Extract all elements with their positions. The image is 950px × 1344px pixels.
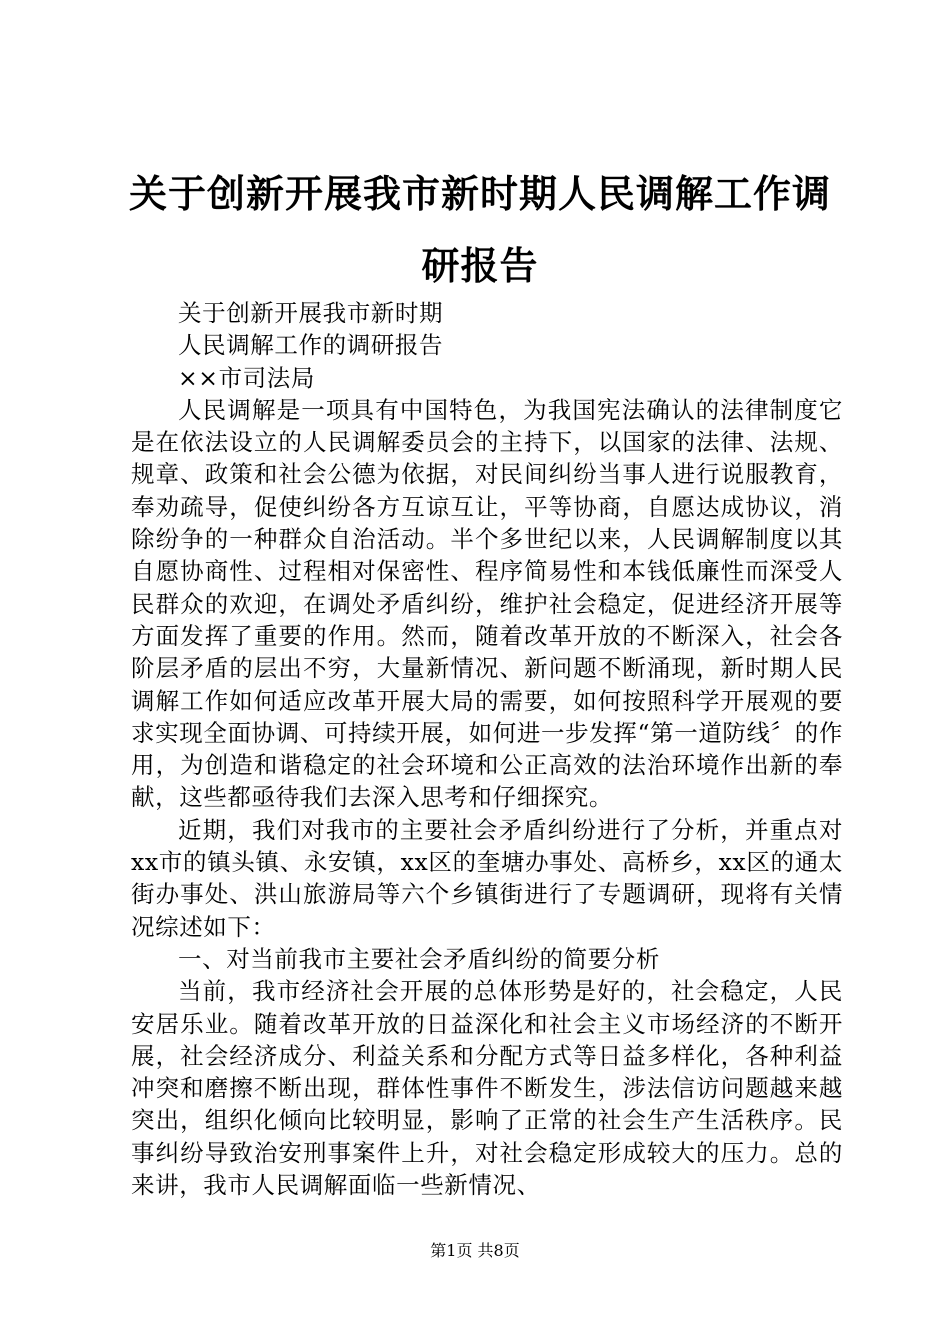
paragraph-1: 人民调解是一项具有中国特色，为我国宪法确认的法律制度它是在依法设立的人民调解委员会的主持下，以国家的法律、法规、规章、政策和社会公德为依据，对民间纠纷当事人进行说服教育，奉劝疏导，促使纠纷各方互谅互让，平等协商，自愿达成协议，消除纷争的一种群众自治活动。半个多世纪以来，人民调解制度以其自愿协商性、过程相对保密性、程序简易性和本钱低廉性而深受人民群众的欢迎，在调处矛盾纠纷，维护社会稳定，促进经济开展等方面发挥了重要的作用。然而，随着改革开放的不断深入，社会各阶层矛盾的层出不穷，大量新情况、新问题不断涌现，新时期人民调解工作如何适应改革开展大局的需要，如何按照科学开展观的要求实现全面协调、可持续开展，如何进一步发挥“第一道防线〞的作用，为创造和谐稳定的社会环境和公正高效的法治环境作出新的奉献，这些都亟待我们去深入思考和仔细探究。 xyxy=(131,395,843,812)
document-title: 关于创新开展我市新时期人民调解工作调研报告 xyxy=(128,172,831,288)
paragraph-2: 近期，我们对我市的主要社会矛盾纠纷进行了分析，并重点对xx市的镇头镇、永安镇，xx区的奎塘办事处、高桥乡，xx区的通太街办事处、洪山旅游局等六个乡镇街进行了专题调研，现将有关情况综述如下： xyxy=(131,815,843,941)
subtitle-line-1: 关于创新开展我市新时期 xyxy=(178,299,444,327)
author-line: ××市司法局 xyxy=(178,363,315,392)
paragraph-3: 当前，我市经济社会开展的总体形势是好的，社会稳定，人民安居乐业。随着改革开放的日益深化和社会主义市场经济的不断开展，社会经济成分、利益关系和分配方式等日益多样化，各种利益冲突和磨擦不断出现，群体性事件不断发生，涉法信访问题越来越突出，组织化倾向比较明显，影响了正常的社会生产生活秩序。民事纠纷导致治安刑事案件上升，对社会稳定形成较大的压力。总的来讲，我市人民调解面临一些新情况、 xyxy=(131,977,843,1200)
page-number: 第1页 共8页 xyxy=(430,1241,520,1260)
document-body xyxy=(131,297,843,1201)
section-heading-1: 一、对当前我市主要社会矛盾纠纷的简要分析 xyxy=(178,944,660,973)
subtitle-line-2: 人民调解工作的调研报告 xyxy=(178,331,444,360)
